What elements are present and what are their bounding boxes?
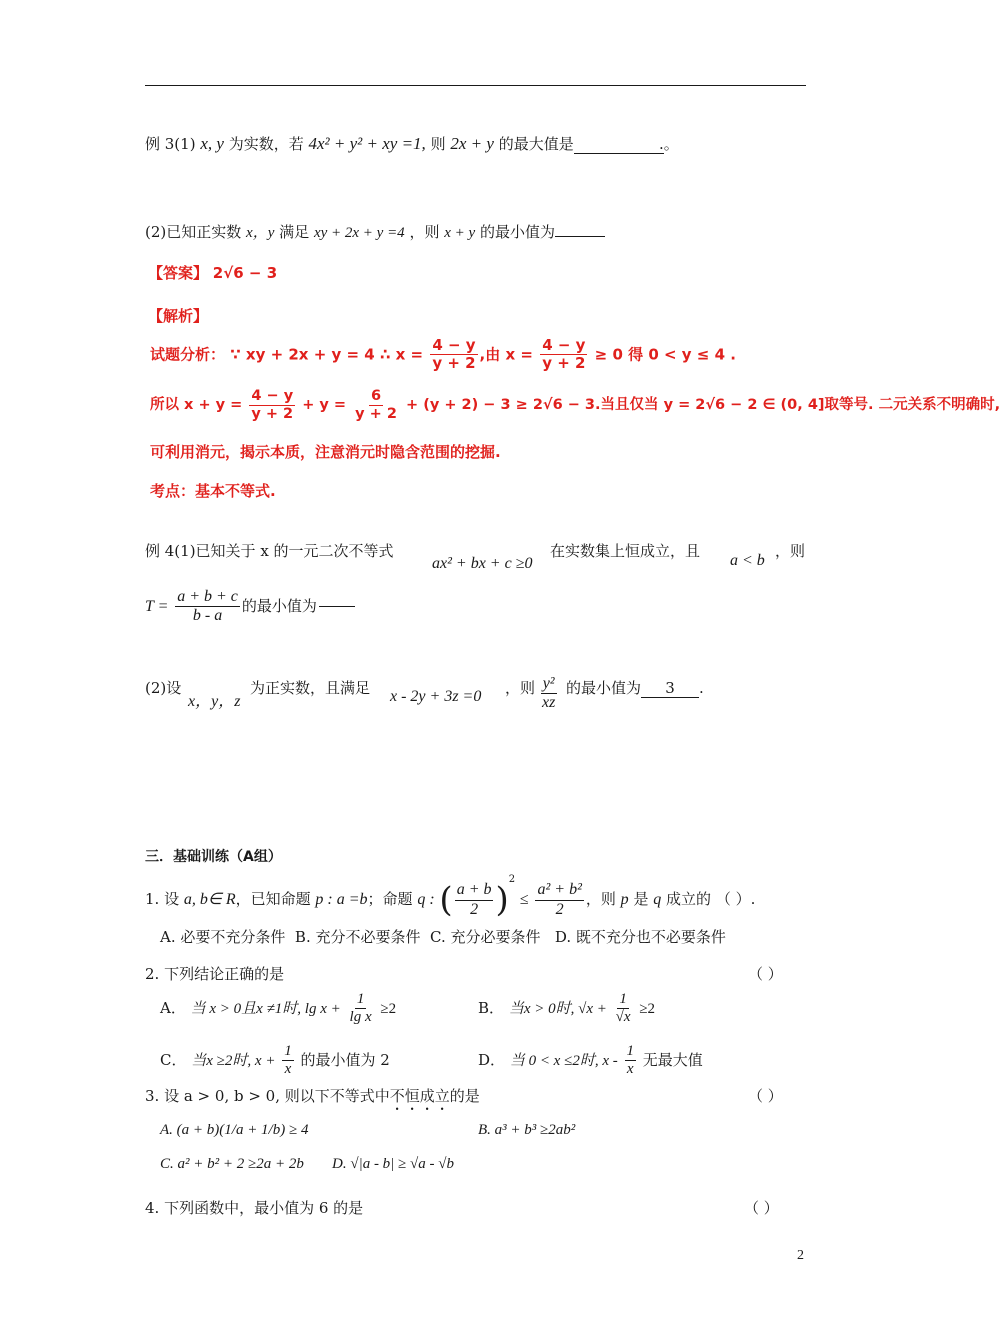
q1-q: q : [417,891,435,908]
frac-num: 1 [617,991,629,1009]
q3-text: 3. 设 a > 0, b > 0, 则以下不等式中 [145,1087,390,1105]
q1-text: 是 [633,890,649,908]
frac-den: y + 2 [251,405,294,422]
ex3-p2-vars: x，y [246,225,275,241]
q2-paren: （ ） [748,965,783,983]
ex4-p2-vars: x，y，z [188,693,241,710]
ex3-text: 的最大值是 [498,135,574,153]
ex3-p2-text: 的最小值为 [479,223,555,241]
ex4-p2-text: 为正实数，且满足 [250,679,371,697]
answer-blank [319,606,355,607]
frac-den: x [626,1061,634,1078]
ex3-text: 。 [663,135,679,153]
analysis-tag [148,305,208,326]
analysis-math: 所以 x + y = [150,397,243,414]
analysis-math: + y = [302,397,347,414]
frac-den: 2 [470,900,479,918]
ex3-equation: 4x² + y² + xy =1, [308,134,426,153]
frac-num: 4 − y [251,388,294,404]
analysis-text: ,由 [479,345,501,364]
ex4-T-row [145,588,355,626]
header-rule [145,85,806,86]
q1-option-a: A. 必要不充分条件 [160,928,286,946]
q3-option-d: D. √|a - b| ≥ √a - √b [332,1156,454,1172]
analysis-fraction [353,388,399,422]
question-1 [145,874,755,920]
ex4-text: 在实数集上恒成立，且 [550,542,701,560]
opt-fraction [625,1043,637,1079]
frac-num: 6 [370,388,382,404]
ex4-p2-text: ，则 [505,679,536,697]
frac-den: y + 2 [355,405,397,422]
frac-den: 2 [555,900,564,918]
opt-math: ≥2 [380,1000,397,1017]
frac-den: √x [615,1009,631,1026]
q1-text: 成立的 [666,890,712,908]
q1-text: 1. 设 [145,890,180,908]
q1-fraction-1 [455,881,494,919]
opt-fraction [348,991,374,1027]
frac-num: 4 − y [542,336,586,354]
q1-option-c: C. 充分必要条件 [430,928,541,946]
frac-num: y² [541,675,557,694]
ex4-label: 例 4(1)已知关于 x 的一元二次不等式 [145,542,394,560]
T-lhs: T = [145,597,169,615]
frac-den: xz [542,694,556,712]
frac-den: y + 2 [432,354,476,373]
answer-paren: （ ）. [715,890,756,908]
answer-row [148,262,277,283]
ex4-condition: a < b [730,552,765,569]
analysis-math: y = 2√6 − 2 ∈ (0, 4] [663,397,825,414]
ex3-vars: x, y [200,134,224,153]
left-paren-icon: ( [439,880,453,920]
ex4-p2-answer [566,677,704,698]
T-text: 的最小值为 [241,596,317,615]
ex4-inequality: ax² + bx + c ≥0 [432,555,533,572]
right-paren-icon: ) [495,880,509,920]
ex3-text: 为实数，若 [228,135,304,153]
analysis-text: 当且仅当 [600,397,659,414]
answer-value: 3 [641,679,699,698]
opt-fraction [282,1043,294,1079]
q1-text: ，已知命题 [235,890,311,908]
opt-math: 当 0 < x ≤2时, x - [509,1052,618,1069]
example-3-part-2 [145,221,605,242]
opt-label: C． [160,1050,187,1069]
opt-label: B． [478,998,505,1017]
ex3-p2-text: ，则 [409,223,440,241]
q3-paren: （ ） [748,1087,783,1105]
q1-fraction-2 [535,881,583,919]
q1-text: ，则 [585,890,616,908]
leq-icon: ≤ [519,891,529,908]
q2-option-b [478,991,655,1027]
ex4-p2-text: . [699,679,704,697]
frac-den: y + 2 [542,354,586,373]
example-3-part-1 [145,133,679,154]
q1-vars: a, b∈ R [183,891,236,908]
q2-option-c [160,1043,390,1079]
frac-num: 4 − y [432,336,476,354]
analysis-math: ≥ 0 得 0 < y ≤ 4 . [594,345,736,364]
analysis-text: 试题分析： [150,345,226,364]
ex3-p2-equation: xy + 2x + y =4 [313,225,405,241]
opt-label: D． [478,1050,506,1069]
answer-value: 2√6 − 3 [212,264,278,282]
opt-math: ≥2 [639,1000,656,1017]
analysis-tag-text: 【解析】 [148,307,209,325]
answer-blank [555,236,605,237]
frac-num: 1 [282,1043,294,1061]
q4-stem: 4. 下列函数中，最小值为 6 的是 [145,1199,364,1217]
frac-num: a² + b² [535,881,583,900]
T-den: b - a [192,607,223,625]
ex3-text: 则 [430,135,446,153]
q3-emphasis: 不恒成立 [389,1087,450,1105]
analysis-fraction [430,337,477,373]
q3-option-c: C. a² + b² + 2 ≥2a + 2b [160,1156,304,1172]
q2-stem: 2. 下列结论正确的是 [145,965,285,983]
ex3-p2-text: 满足 [279,223,310,241]
q1-text: ；命题 [367,890,413,908]
example-4-part-1 [145,540,394,561]
T-fraction [175,588,240,626]
yz-fraction [540,675,557,713]
q2-option-a [160,991,396,1027]
answer-blank: . [574,135,664,154]
analysis-fraction [249,388,295,422]
q1-p: p : a =b [315,891,368,908]
T-num: a + b + c [175,588,240,607]
analysis-text: 取等号. 二元关系不明确时, [824,397,1000,414]
analysis-line-1 [150,337,736,373]
q3-option-b: B. a³ + b³ ≥2ab² [478,1122,576,1138]
q1-qv: q [653,891,662,908]
q1-options [160,926,726,947]
frac-den: lg x [349,1009,372,1026]
q3-stem [145,1085,480,1114]
opt-math: 当x > 0时, √x + [508,1000,607,1017]
answer-tag: 【答案】 [148,264,209,282]
opt-math: 当 x > 0且x ≠1时, lg x + [190,1000,341,1017]
analysis-fraction [540,337,587,373]
analysis-line-3: 可利用消元，揭示本质，注意消元时隐含范围的挖掘. [150,443,501,461]
opt-label: A． [160,998,186,1017]
ex4-text: ，则 [775,542,806,560]
q2-option-d [478,1043,703,1079]
ex4-p2-fraction [538,675,559,713]
analysis-math: + (y + 2) − 3 ≥ 2√6 − 3. [406,397,601,414]
ex3-label: 例 3(1) [145,135,196,153]
ex3-expression: 2x + y [450,134,494,153]
analysis-line-4: 考点：基本不等式. [150,482,276,500]
opt-text: 的最小值为 2 [300,1050,390,1069]
analysis-line-2 [150,388,1000,422]
q1-option-d: D. 既不充分也不必要条件 [554,928,726,946]
frac-den: x [284,1061,292,1078]
page-number: 2 [797,1248,804,1263]
opt-fraction [614,991,633,1027]
ex3-p2-expression: x + y [444,225,476,241]
analysis-math: x = [505,345,533,364]
frac-num: 1 [355,991,367,1009]
analysis-math: ∵ xy + 2x + y = 4 ∴ x = [230,345,424,364]
example-4-part-2 [145,677,181,698]
frac-num: a + b [455,881,494,900]
opt-text: 无最大值 [642,1050,703,1069]
q1-pv: p [620,891,629,908]
q3-option-a: A. (a + b)(1/a + 1/b) ≥ 4 [160,1122,309,1138]
ex4-p2-text: 的最小值为 [566,679,642,697]
square-exponent-icon: 2 [508,874,516,885]
ex4-p2-equation: x - 2y + 3z =0 [390,688,482,705]
ex3-p2-label: (2)已知正实数 [145,223,242,241]
section-title: 三．基础训练（A组） [145,849,282,865]
q1-option-b: B. 充分不必要条件 [294,928,421,946]
ex4-p2-label: (2)设 [145,679,182,697]
frac-num: 1 [625,1043,637,1061]
q3-text: 的是 [449,1087,480,1105]
opt-math: 当x ≥2时, x + [191,1052,276,1069]
q4-paren: （ ） [744,1199,779,1217]
